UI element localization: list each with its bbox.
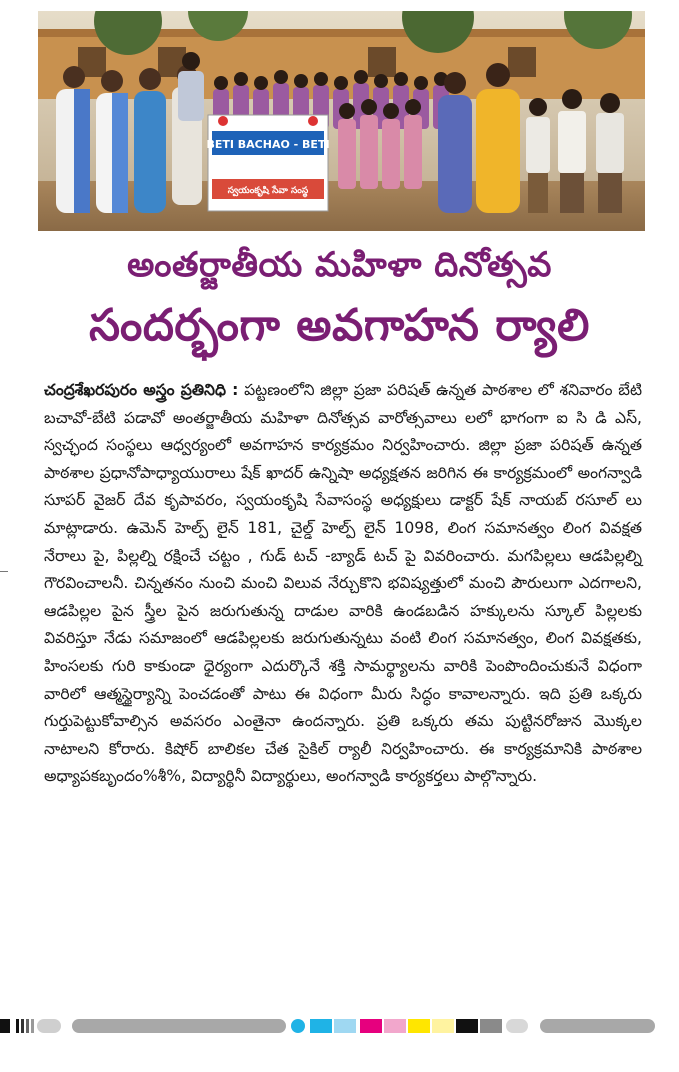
light-cyan-block	[334, 1019, 356, 1033]
gray-block	[480, 1019, 502, 1033]
banner	[206, 115, 329, 211]
event-photo	[38, 11, 645, 231]
color-registration-bar	[0, 1013, 679, 1039]
rally-photo-illustration	[38, 11, 645, 231]
headline-line-2: సందర్భంగా అవగాహన ర్యాలి	[89, 300, 590, 351]
light-yellow-block	[432, 1019, 454, 1033]
gray-dot	[506, 1019, 528, 1033]
gray-strip-right	[540, 1019, 655, 1033]
article-paragraph	[44, 377, 642, 791]
banner-org: స్వయంకృషి సేవా సంస్థ	[227, 186, 309, 196]
gray-strip-left	[72, 1019, 286, 1033]
light-magenta-block	[384, 1019, 406, 1033]
cyan-block	[310, 1019, 332, 1033]
registration-stripes	[16, 1019, 34, 1033]
yellow-block	[408, 1019, 430, 1033]
headline-line-1: అంతర్జాతీయ మహిళా దినోత్సవ	[127, 245, 552, 285]
registration-black-block	[0, 1019, 10, 1033]
dateline: చంద్రశేఖరపురం అస్త్రం ప్రతినిధి :	[44, 381, 239, 399]
black-block	[456, 1019, 478, 1033]
article-text: పట్టణంలోని జిల్లా ప్రజా పరిషత్ ఉన్నత పాఠశాల లో శనివారం బేటి బచావో-బేటి పడావో అంతర్జాతీయ మహిళా దినోత్సవ వారోత్సవాలు లలో భాగంగా ఐ సి డి ఎస్, స్వచ్ఛంద సంస్థలు ఆధ్వర్యంలో అవగాహన కార్యక్రమం నిర్వహించారు. జిల్లా ప్రజా పరిషత్ ఉన్నత పాఠశాల ప్రధానోపాధ్యాయురాలు షేక్ ఖాదర్ ఉన్నిషా అధ్యక్షతన జరిగిన ఈ కార్యక్రమంలో అంగన్వాడి సూపర్ వైజర్ దేవ కృపావరం, స్వయంకృషి సేవాసంస్థ అధ్యక్షులు డాక్టర్ షేక్ నాయబ్ రసూల్ లు మాట్లాడారు. ఉమెన్ హెల్ప్ లైన్ 181, చైల్డ్ హెల్ప్ లైన్ 1098, లింగ సమానత్వం లింగ వివక్షత నేరాలు పై, పిల్లల్ని రక్షించే చట్టం , గుడ్ టచ్ -బ్యాడ్ టచ్ పై వివరించారు. మగపిల్లలు ఆడపిల్లల్ని గౌరవించాలనీ. చిన్నతనం నుంచి మంచి విలువ నేర్చుకొని భవిష్యత్తులో మంచి పౌరులుగా ఎదగాలని, ఆడపిల్లల పైన స్త్రీల పైన జరుగుతున్న దాడుల వారికి ఉండబడిన హక్కులను స్కూల్ పిల్లలకు వివరిస్తూ నేడు సమాజంలో ఆడపిల్లలకు జరుగుతున్నటు వంటి లింగ సమానత్వం, లింగ వివక్షతకు, హింసలకు గురి కాకుండా ధైర్యంగా ఎదుర్కొనే శక్తి సామర్థ్యాలను వారికి పెంపొందించుకునే విధంగా వారిలో ఆత్మస్థైర్యాన్ని పెంచడంతో పాటు ఈ విధంగా మీరు సిద్ధం కావాలన్నారు. ఇది ప్రతి ఒక్కరు గుర్తుపెట్టుకోవాల్సిన అవసరం ఎంతైనా ఉందన్నారు. ప్రతి ఒక్కరు తమ పుట్టినరోజున మొక్కల నాటాలని కోరారు. కిషోర్ బాలికల చేత సైకిల్ ర్యాలీ నిర్వహించారు. ఈ కార్యక్రమానికి పాఠశాల అధ్యాపకబృందం%శీ%, విద్యార్థినీ విద్యార్థులు, అంగన్వాడి కార్యకర్తలు పాల్గొన్నారు.	[44, 381, 642, 786]
margin-mark	[0, 571, 8, 572]
article-body	[44, 377, 642, 791]
banner-title: BETI BACHAO - BETI	[206, 138, 330, 151]
cyan-dot	[291, 1019, 305, 1033]
magenta-block	[360, 1019, 382, 1033]
gray-patch	[37, 1019, 61, 1033]
